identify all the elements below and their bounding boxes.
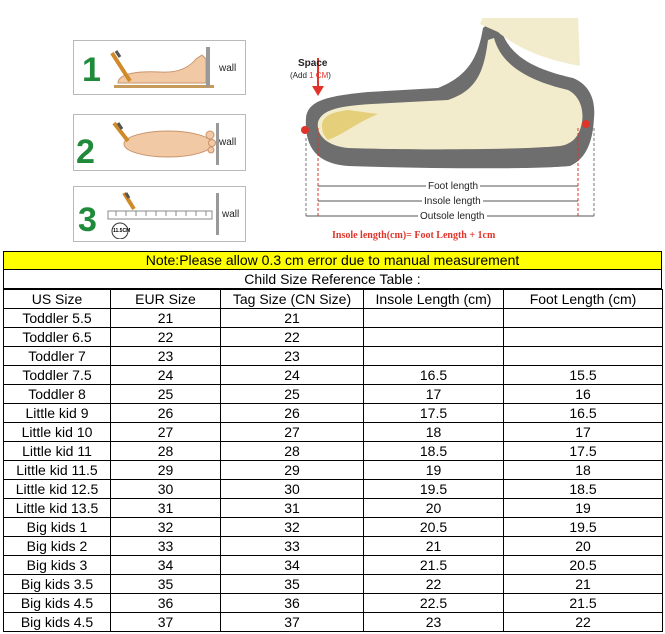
header-tag-size: Tag Size (CN Size) — [221, 290, 364, 309]
cell-insole-length: 22 — [364, 575, 504, 594]
cell-insole-length: 20 — [364, 499, 504, 518]
cell-tag-size: 26 — [221, 404, 364, 423]
cell-foot-length — [504, 309, 663, 328]
table-row — [4, 518, 663, 537]
cell-us-size: Toddler 7 — [4, 347, 111, 366]
step-1-number: 1 — [82, 51, 101, 89]
cell-eur-size: 27 — [111, 423, 221, 442]
cell-us-size: Little kid 10 — [4, 423, 111, 442]
table-row — [4, 461, 663, 480]
cell-eur-size: 24 — [111, 366, 221, 385]
cell-insole-length: 18.5 — [364, 442, 504, 461]
cell-us-size: Big kids 4.5 — [4, 613, 111, 632]
cell-insole-length — [364, 309, 504, 328]
cell-us-size: Little kid 13.5 — [4, 499, 111, 518]
step-1-wall-label: wall — [219, 63, 237, 74]
cell-eur-size: 33 — [111, 537, 221, 556]
step-3-panel — [73, 186, 246, 242]
table-body — [4, 309, 663, 632]
table-row — [4, 404, 663, 423]
cell-foot-length: 18 — [504, 461, 663, 480]
step-2-panel — [73, 114, 246, 171]
cell-insole-length: 23 — [364, 613, 504, 632]
ruler-reading: 11.5CM — [113, 228, 131, 234]
cell-us-size: Little kid 12.5 — [4, 480, 111, 499]
cell-us-size: Toddler 6.5 — [4, 328, 111, 347]
cell-us-size: Little kid 9 — [4, 404, 111, 423]
cell-tag-size: 32 — [221, 518, 364, 537]
insole-length-label: Insole length — [424, 196, 481, 207]
table-row — [4, 537, 663, 556]
cell-tag-size: 31 — [221, 499, 364, 518]
cell-eur-size: 31 — [111, 499, 221, 518]
cell-tag-size: 30 — [221, 480, 364, 499]
cell-eur-size: 23 — [111, 347, 221, 366]
cell-eur-size: 21 — [111, 309, 221, 328]
foot-length-label: Foot length — [428, 181, 479, 192]
table-title: Child Size Reference Table : — [3, 270, 662, 289]
cell-foot-length — [504, 328, 663, 347]
table-row — [4, 499, 663, 518]
cell-tag-size: 27 — [221, 423, 364, 442]
cell-foot-length: 21.5 — [504, 594, 663, 613]
table-row — [4, 309, 663, 328]
size-table — [3, 289, 663, 632]
cell-insole-length: 22.5 — [364, 594, 504, 613]
cell-eur-size: 25 — [111, 385, 221, 404]
table-row — [4, 366, 663, 385]
cell-eur-size: 30 — [111, 480, 221, 499]
table-row — [4, 575, 663, 594]
cell-insole-length: 21 — [364, 537, 504, 556]
cell-foot-length: 20 — [504, 537, 663, 556]
cell-eur-size: 34 — [111, 556, 221, 575]
cell-us-size: Big kids 4.5 — [4, 594, 111, 613]
cell-insole-length: 21.5 — [364, 556, 504, 575]
cell-tag-size: 23 — [221, 347, 364, 366]
table-row — [4, 613, 663, 632]
cell-us-size: Toddler 5.5 — [4, 309, 111, 328]
cell-insole-length: 19.5 — [364, 480, 504, 499]
cell-us-size: Big kids 3.5 — [4, 575, 111, 594]
table-header-row — [4, 290, 663, 309]
cell-foot-length: 20.5 — [504, 556, 663, 575]
cell-eur-size: 28 — [111, 442, 221, 461]
table-row — [4, 328, 663, 347]
note-bar: Note:Please allow 0.3 cm error due to manual measurement — [3, 251, 662, 270]
cell-insole-length — [364, 328, 504, 347]
cell-us-size: Big kids 2 — [4, 537, 111, 556]
header-us-size: US Size — [4, 290, 111, 309]
cell-foot-length: 17 — [504, 423, 663, 442]
cell-tag-size: 21 — [221, 309, 364, 328]
header-insole-length: Insole Length (cm) — [364, 290, 504, 309]
cell-insole-length: 17 — [364, 385, 504, 404]
cell-tag-size: 33 — [221, 537, 364, 556]
table-row — [4, 594, 663, 613]
cell-foot-length: 16 — [504, 385, 663, 404]
cell-insole-length — [364, 347, 504, 366]
cell-foot-length: 19.5 — [504, 518, 663, 537]
cell-tag-size: 22 — [221, 328, 364, 347]
cell-eur-size: 36 — [111, 594, 221, 613]
cell-us-size: Little kid 11 — [4, 442, 111, 461]
cell-eur-size: 26 — [111, 404, 221, 423]
cell-foot-length — [504, 347, 663, 366]
step-3-wall-label: wall — [222, 209, 240, 220]
cell-foot-length: 19 — [504, 499, 663, 518]
table-row — [4, 347, 663, 366]
step-2-wall-label: wall — [219, 137, 237, 148]
cell-us-size: Toddler 7.5 — [4, 366, 111, 385]
cell-tag-size: 28 — [221, 442, 364, 461]
table-row — [4, 480, 663, 499]
cell-tag-size: 29 — [221, 461, 364, 480]
cell-us-size: Little kid 11.5 — [4, 461, 111, 480]
table-row — [4, 385, 663, 404]
cell-foot-length: 22 — [504, 613, 663, 632]
cell-foot-length: 17.5 — [504, 442, 663, 461]
cell-us-size: Big kids 1 — [4, 518, 111, 537]
step-3-number: 3 — [78, 201, 97, 239]
insole-formula: Insole length(cm)= Foot Length + 1cm — [332, 230, 496, 241]
cell-insole-length: 16.5 — [364, 366, 504, 385]
outsole-length-label: Outsole length — [420, 211, 485, 222]
foot-top-icon — [110, 119, 220, 169]
header-foot-length: Foot Length (cm) — [504, 290, 663, 309]
cell-foot-length: 18.5 — [504, 480, 663, 499]
cell-eur-size: 29 — [111, 461, 221, 480]
space-label: Space — [298, 58, 328, 69]
header-eur-size: EUR Size — [111, 290, 221, 309]
cell-tag-size: 37 — [221, 613, 364, 632]
step-1-panel — [73, 40, 246, 95]
cell-eur-size: 35 — [111, 575, 221, 594]
cell-tag-size: 25 — [221, 385, 364, 404]
step-2-number: 2 — [76, 133, 95, 171]
table-row — [4, 442, 663, 461]
measurement-illustration — [0, 0, 665, 250]
cell-insole-length: 20.5 — [364, 518, 504, 537]
cell-tag-size: 24 — [221, 366, 364, 385]
cell-insole-length: 19 — [364, 461, 504, 480]
cell-insole-length: 17.5 — [364, 404, 504, 423]
cell-foot-length: 16.5 — [504, 404, 663, 423]
cell-tag-size: 35 — [221, 575, 364, 594]
space-add-note: (Add 1 CM) — [290, 71, 331, 80]
cell-eur-size: 22 — [111, 328, 221, 347]
foot-side-icon — [110, 45, 220, 93]
cell-tag-size: 36 — [221, 594, 364, 613]
cell-foot-length: 21 — [504, 575, 663, 594]
cell-eur-size: 32 — [111, 518, 221, 537]
cell-insole-length: 18 — [364, 423, 504, 442]
cell-tag-size: 34 — [221, 556, 364, 575]
cell-eur-size: 37 — [111, 613, 221, 632]
table-row — [4, 556, 663, 575]
cell-us-size: Big kids 3 — [4, 556, 111, 575]
table-row — [4, 423, 663, 442]
cell-us-size: Toddler 8 — [4, 385, 111, 404]
cell-foot-length: 15.5 — [504, 366, 663, 385]
